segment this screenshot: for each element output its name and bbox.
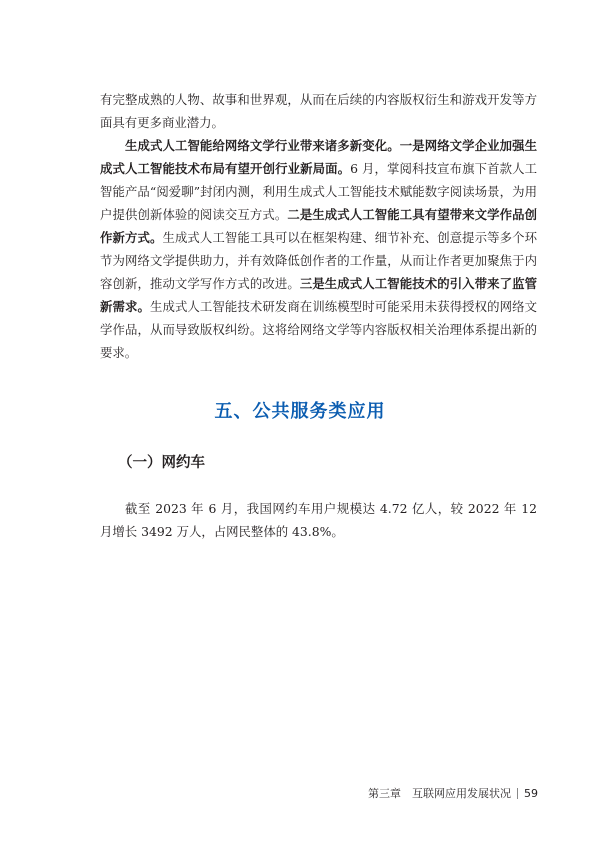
footer-page-number: 59 bbox=[524, 786, 538, 800]
footer-separator bbox=[517, 788, 518, 799]
footer-chapter-title: 第三章 互联网应用发展状况 bbox=[368, 787, 511, 800]
sub-section-title: （一）网约车 bbox=[118, 455, 205, 471]
body-text-2: 生成式人工智能工具可以在框架构建、细节补充、创意提示等多个环节为网络文学提供助力，并有效降低创作者的工作量，从而让作者更加聚焦于内容创新，推动文学写作方式的改进。 bbox=[100, 230, 538, 291]
body-text-3: 生成式人工智能技术研发商在训练模型时可能采用未获得授权的网络文学作品，从而导致版权纠纷。这将给网络文学等内容版权相关治理体系提出新的要求。 bbox=[100, 299, 538, 360]
paragraph-intro-continuation: 有完整成熟的人物、故事和世界观，从而在后续的内容版权衍生和游戏开发等方面具有更多商业潜力。 bbox=[100, 92, 537, 130]
paragraph-ride-hailing: 截至 2023 年 6 月，我国网约车用户规模达 4.72 亿人，较 2022 年 12 月增长 3492 万人，占网民整体的 43.8%。 bbox=[100, 501, 537, 539]
bold-lead-2: 二是生成式人工智能工具有望带来文学作品创作新方式。 bbox=[100, 207, 538, 245]
body-text-1: 6 月，掌阅科技宣布旗下首款人工智能产品“阅爱聊”封闭内测，利用生成式人工智能技术赋能数字阅读场景，为用户提供创新体验的阅读交互方式。 bbox=[100, 161, 538, 222]
page-footer bbox=[368, 785, 538, 801]
bold-lead-3: 三是生成式人工智能技术的引入带来了监管新需求。 bbox=[100, 276, 538, 314]
bold-lead-1: 生成式人工智能给网络文学行业带来诸多新变化。一是网络文学企业加强生成式人工智能技术布局有望开创行业新局面。 bbox=[100, 138, 537, 176]
section-title: 五、公共服务类应用 bbox=[214, 401, 386, 422]
paragraph-ai-changes bbox=[100, 134, 537, 364]
